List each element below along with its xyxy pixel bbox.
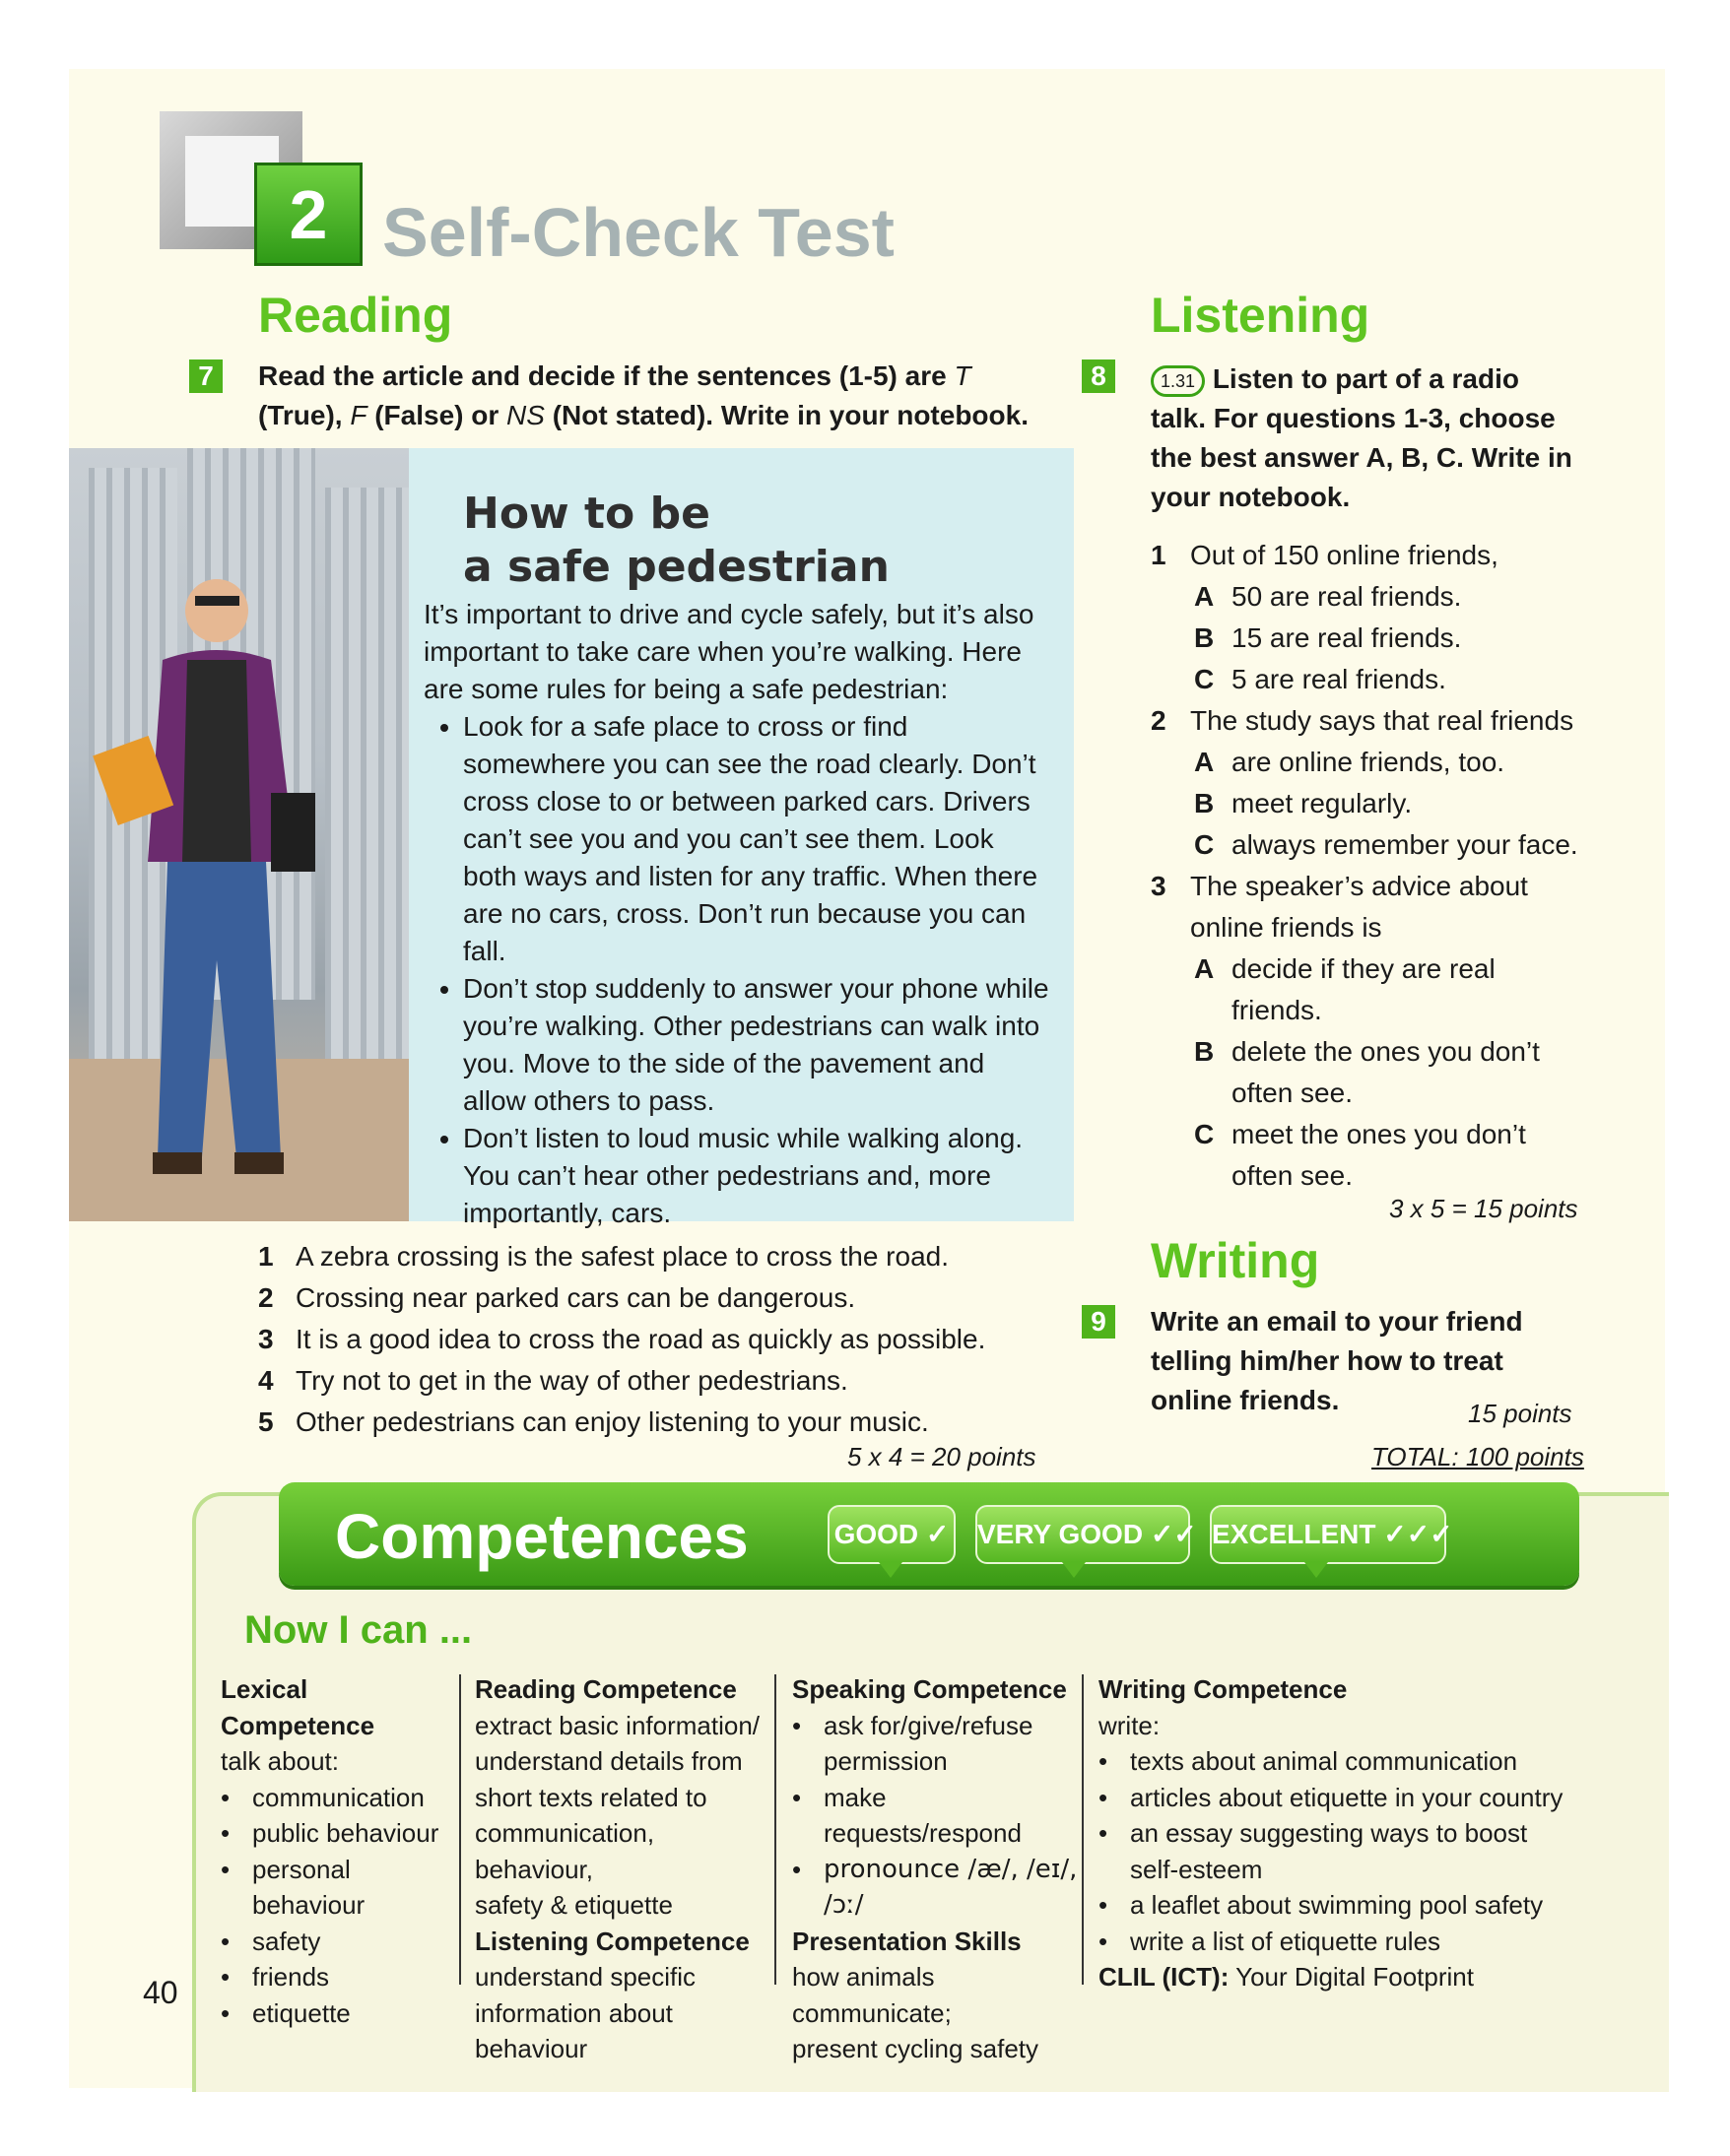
list-item: • pronounce /æ/, /eɪ/, [792,1854,1078,1884]
column-divider [1082,1674,1084,1985]
level-good-badge[interactable]: GOOD ✓ [828,1505,956,1564]
list-item: • friends [221,1962,330,1992]
column-divider [459,1674,461,1985]
exercise-number-7: 7 [189,359,223,393]
list-item: • an essay suggesting ways to boost [1098,1818,1528,1848]
list-item: 1 A zebra crossing is the safest place to cross the road. [258,1241,950,1272]
reading-questions [258,1236,1027,1443]
exercise-number-8: 8 [1082,359,1115,393]
listening-instruction: 1.31 Listen to part of a radio talk. For questions 1-3, choose the best answer A, B, C. Write in your notebook. [1151,363,1572,512]
list-item: 3 The speaker’s advice about online friends is A decide if they are real friends. B delete the ones you don’t often see. C meet the ones you don’t often see. [1151,871,1540,1191]
list-item: 2 Crossing near parked cars can be dangerous. [258,1282,856,1313]
list-item: 1 Out of 150 online friends, A 50 are real friends. B 15 are real friends. C 5 are real friends. [1151,540,1498,694]
list-item: • etiquette [221,1997,351,2028]
list-item: • safety [221,1926,321,1956]
list-item: • ask for/give/refuse [792,1710,1033,1740]
list-item: 2 The study says that real friends A are online friends, too. B meet regularly. C always remember your face. [1151,705,1578,860]
list-item: • write a list of etiquette rules [1098,1926,1441,1956]
level-excellent-badge[interactable]: EXCELLENT ✓✓✓ [1210,1505,1446,1564]
competences-title: Competences [335,1501,749,1572]
lexical-competence: Lexical Competence talk about: • communication • public behaviour • personal behaviour • safety • friends • etiquette [221,1671,452,2031]
list-item: • personal behaviour [221,1854,366,1920]
list-item: • make requests/respond [792,1782,1022,1848]
list-item: • public behaviour [221,1818,439,1848]
article-rule: • Don’t stop suddenly to answer your phone while you’re walking. Other pedestrians can walk into you. Move to the side of the pavement and allow others to pass. [463,970,1054,1120]
article-rule: • Look for a safe place to cross or find somewhere you can see the road clearly. Don’t cross close to or between parked cars. Drivers can’t see you and you can’t see them. Look both ways and listen for any traffic. When there are no cars, cross. Don’t run because you can fall. [463,708,1054,970]
list-item: • a leaflet about swimming pool safety [1098,1890,1544,1920]
page-number: 40 [143,1975,178,2010]
listening-questions [1151,535,1584,1197]
man-walking-icon [69,448,409,1221]
article-body [424,596,1054,1232]
writing-points: 15 points [1468,1399,1572,1428]
unit-number-badge: 2 [254,163,363,266]
writing-heading: Writing [1151,1233,1320,1288]
list-item: • communication [221,1782,425,1812]
list-item: 3 It is a good idea to cross the road as quickly as possible. [258,1324,986,1354]
reading-listening-competence: Reading Competence extract basic information/ understand details from short texts related to communication, behaviour, safety & etiquette Listening Competence understand specific information about behaviour [475,1674,761,2063]
article-rule: • Don’t listen to loud music while walking along. You can’t hear other pedestrians and, more importantly, cars. [463,1120,1054,1232]
listening-heading: Listening [1151,288,1370,343]
page-title: Self-Check Test [382,194,895,271]
reading-instruction: Read the article and decide if the sentences (1-5) are T (True), F (False) or NS (Not stated). Write in your notebook. [258,360,1029,430]
speaking-competence: Speaking Competence • ask for/give/refuse permission • make requests/respond • pronounce /æ/, /eɪ/, /ɔː/ Presentation Skills how animals communicate; present cycling safety [792,1671,1088,2067]
reading-heading: Reading [258,288,453,343]
writing-instruction: Write an email to your friend telling him/her how to treat online friends. [1151,1306,1523,1415]
article-rules [424,708,1054,1232]
list-item: 5 Other pedestrians can enjoy listening to your music. [258,1406,929,1437]
column-divider [774,1674,776,1985]
now-i-can-heading: Now I can ... [244,1608,473,1652]
total-points: TOTAL: 100 points [1371,1442,1584,1471]
list-item: 4 Try not to get in the way of other pedestrians. [258,1365,848,1396]
writing-competence: Writing Competence write: • texts about animal communication • articles about etiquette in your country • an essay suggesting ways to boost self-esteem • a leaflet about swimming pool safety • write a list of etiquette rules CLIL (ICT): Your Digital Footprint [1098,1671,1571,1995]
listening-points: 3 x 5 = 15 points [1389,1194,1578,1223]
audio-track-icon[interactable]: 1.31 [1151,365,1205,397]
list-item: • articles about etiquette in your country [1098,1782,1564,1812]
exercise-number-9: 9 [1082,1305,1115,1339]
reading-points: 5 x 4 = 20 points [847,1442,1036,1471]
list-item: • texts about animal communication [1098,1746,1518,1776]
article-title: How to be a safe pedestrian [463,489,890,592]
article-intro: It’s important to drive and cycle safely, but it’s also important to take care when you’re walking. Here are some rules for being a safe pedestrian: [424,599,1034,704]
pedestrian-photo [69,448,409,1221]
level-very-good-badge[interactable]: VERY GOOD ✓✓ [975,1505,1190,1564]
